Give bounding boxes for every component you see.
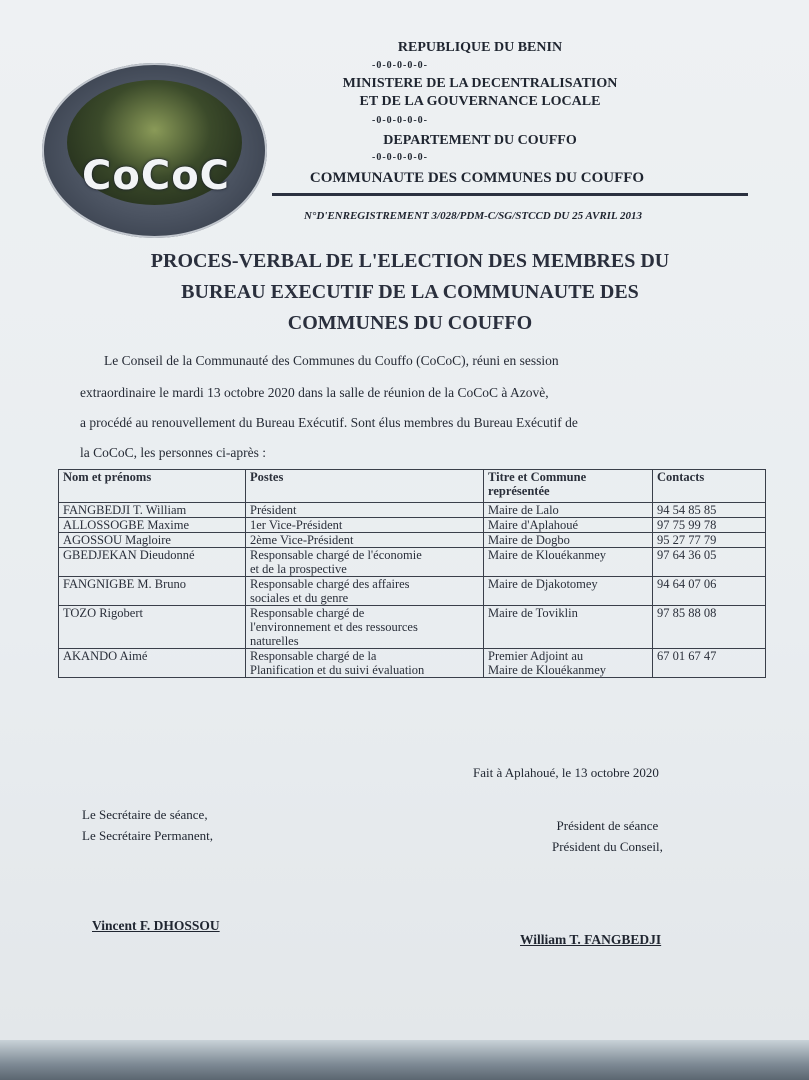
cell-post: [246, 649, 484, 678]
header-department: DEPARTEMENT DU COUFFO: [383, 133, 577, 148]
header-ministry: MINISTERE DE LA DECENTRALISATION: [342, 76, 618, 91]
header-title: [484, 470, 653, 503]
cell-name: [59, 606, 246, 649]
cell-title-text: Maire d'Aplahoué: [488, 518, 579, 532]
cell-name: [59, 533, 246, 548]
cell-name: [59, 649, 246, 678]
table-row: [59, 548, 766, 577]
cell-name: [59, 577, 246, 606]
cell-title: [484, 518, 653, 533]
header-title-line-1: Titre et Commune: [488, 470, 587, 484]
right-signatory-name: William T. FANGBEDJI: [520, 932, 662, 947]
cell-contact: [653, 548, 766, 577]
cell-contact-text: 94 54 85 85: [657, 503, 717, 517]
cell-name-text: ALLOSSOGBE Maxime: [63, 518, 190, 532]
cell-title-text: Maire de Djakotomey: [488, 577, 598, 591]
cell-title: [484, 649, 653, 678]
cell-name-text: AGOSSOU Magloire: [63, 533, 171, 547]
cell-contact-text: 97 85 88 08: [657, 606, 717, 620]
header-name: Nom et prénoms: [59, 470, 246, 503]
cell-contact: [653, 649, 766, 678]
cell-title-text: Maire de Dogbo: [488, 533, 570, 547]
header-ministry-2: ET DE LA GOUVERNANCE LOCALE: [359, 94, 601, 109]
cell-post-text: et de la prospective: [250, 562, 347, 576]
cell-name-text: FANGBEDJI T. William: [63, 503, 187, 517]
cell-post-text: naturelles: [250, 634, 299, 648]
cell-title: [484, 606, 653, 649]
cell-name: [59, 518, 246, 533]
header-community: COMMUNAUTE DES COMMUNES DU COUFFO: [309, 170, 645, 186]
cell-name: [59, 548, 246, 577]
cell-post: [246, 503, 484, 518]
left-role-1: Le Secrétaire de séance,: [82, 807, 208, 822]
cell-post-text: l'environnement et des ressources: [250, 620, 418, 634]
cell-title-text: Premier Adjoint au: [488, 649, 584, 663]
document-title: [70, 246, 750, 339]
left-signatory-roles: [82, 804, 213, 846]
cell-post-text: Responsable chargé des affaires: [250, 577, 410, 591]
body-line-1: Le Conseil de la Communauté des Communes du Couffo (CoCoC), réuni en session: [104, 353, 559, 368]
cell-contact: [653, 503, 766, 518]
cell-post: [246, 606, 484, 649]
table-row: [59, 533, 766, 548]
title-line-3: COMMUNES DU COUFFO: [287, 312, 533, 334]
cell-title: [484, 503, 653, 518]
cell-title-text: Maire de Lalo: [488, 503, 559, 517]
cell-name-text: TOZO Rigobert: [63, 606, 143, 620]
body-line-2: extraordinaire le mardi 13 octobre 2020 dans la salle de réunion de la CoCoC à Azovè,: [80, 385, 549, 400]
registration-number: N°D'ENREGISTREMENT 3/028/PDM-C/SG/STCCD DU 25 AVRIL 2013: [303, 210, 642, 222]
cell-title: [484, 577, 653, 606]
cell-contact: [653, 577, 766, 606]
body-line-4: la CoCoC, les personnes ci-après :: [80, 445, 266, 460]
cell-title: [484, 533, 653, 548]
header-separator-2: -0-0-0-0-0-: [372, 115, 428, 126]
header-post: Postes: [246, 470, 484, 503]
table-row: [59, 606, 766, 649]
header-separator-3: -0-0-0-0-0-: [372, 152, 428, 163]
cell-contact-text: 97 75 99 78: [657, 518, 717, 532]
cell-post-text: 1er Vice-Président: [250, 518, 343, 532]
cell-post: [246, 548, 484, 577]
table-header-row: [59, 470, 766, 503]
title-line-2: BUREAU EXECUTIF DE LA COMMUNAUTE DES: [181, 281, 639, 303]
cell-name-text: GBEDJEKAN Dieudonné: [63, 548, 195, 562]
table-row: [59, 503, 766, 518]
right-role-2: Président du Conseil,: [552, 839, 663, 854]
header-republic: REPUBLIQUE DU BENIN: [397, 40, 563, 55]
cell-post-text: Planification et du suivi évaluation: [250, 663, 425, 677]
cell-contact: [653, 518, 766, 533]
cell-name-text: FANGNIGBE M. Bruno: [63, 577, 187, 591]
body-line-3: a procédé au renouvellement du Bureau Exécutif. Sont élus membres du Bureau Exécutif de: [80, 415, 578, 430]
right-role-1: Président de séance: [556, 818, 659, 833]
cell-name: [59, 503, 246, 518]
cell-post: [246, 577, 484, 606]
cell-post-text: Responsable chargé de l'économie: [250, 548, 422, 562]
left-role-2: Le Secrétaire Permanent,: [82, 828, 214, 843]
cell-post-text: Responsable chargé de: [250, 606, 365, 620]
cell-post: [246, 533, 484, 548]
logo-text: CoCoC: [82, 153, 231, 199]
cell-post-text: Responsable chargé de la: [250, 649, 377, 663]
cell-contact: [653, 606, 766, 649]
cell-contact-text: 97 64 36 05: [657, 548, 717, 562]
cell-post: [246, 518, 484, 533]
cell-post-text: 2ème Vice-Président: [250, 533, 354, 547]
title-line-1: PROCES-VERBAL DE L'ELECTION DES MEMBRES DU: [150, 250, 670, 272]
table-row: [59, 518, 766, 533]
cell-post-text: sociales et du genre: [250, 591, 349, 605]
monitor-bezel: [0, 1040, 809, 1080]
left-signatory-name: Vincent F. DHOSSOU: [92, 918, 220, 933]
members-table: [58, 469, 766, 678]
cell-title: [484, 548, 653, 577]
cell-title-text: Maire de Toviklin: [488, 606, 578, 620]
cell-title-text: Maire de Klouékanmey: [488, 663, 607, 677]
header-contact: Contacts: [653, 470, 766, 503]
table-row: [59, 577, 766, 606]
cell-contact-text: 95 27 77 79: [657, 533, 717, 547]
table-row: [59, 649, 766, 678]
cell-post-text: Président: [250, 503, 297, 517]
right-signatory-roles: [552, 815, 663, 857]
place-and-date: Fait à Aplahoué, le 13 octobre 2020: [473, 765, 659, 780]
cell-contact-text: 94 64 07 06: [657, 577, 717, 591]
header-separator-1: -0-0-0-0-0-: [372, 60, 428, 71]
header-rule: [272, 193, 748, 196]
cell-name-text: AKANDO Aimé: [63, 649, 148, 663]
cell-contact: [653, 533, 766, 548]
header-title-line-2: représentée: [488, 484, 550, 498]
cococ-logo: [42, 55, 272, 240]
cell-contact-text: 67 01 67 47: [657, 649, 717, 663]
cell-title-text: Maire de Klouékanmey: [488, 548, 607, 562]
